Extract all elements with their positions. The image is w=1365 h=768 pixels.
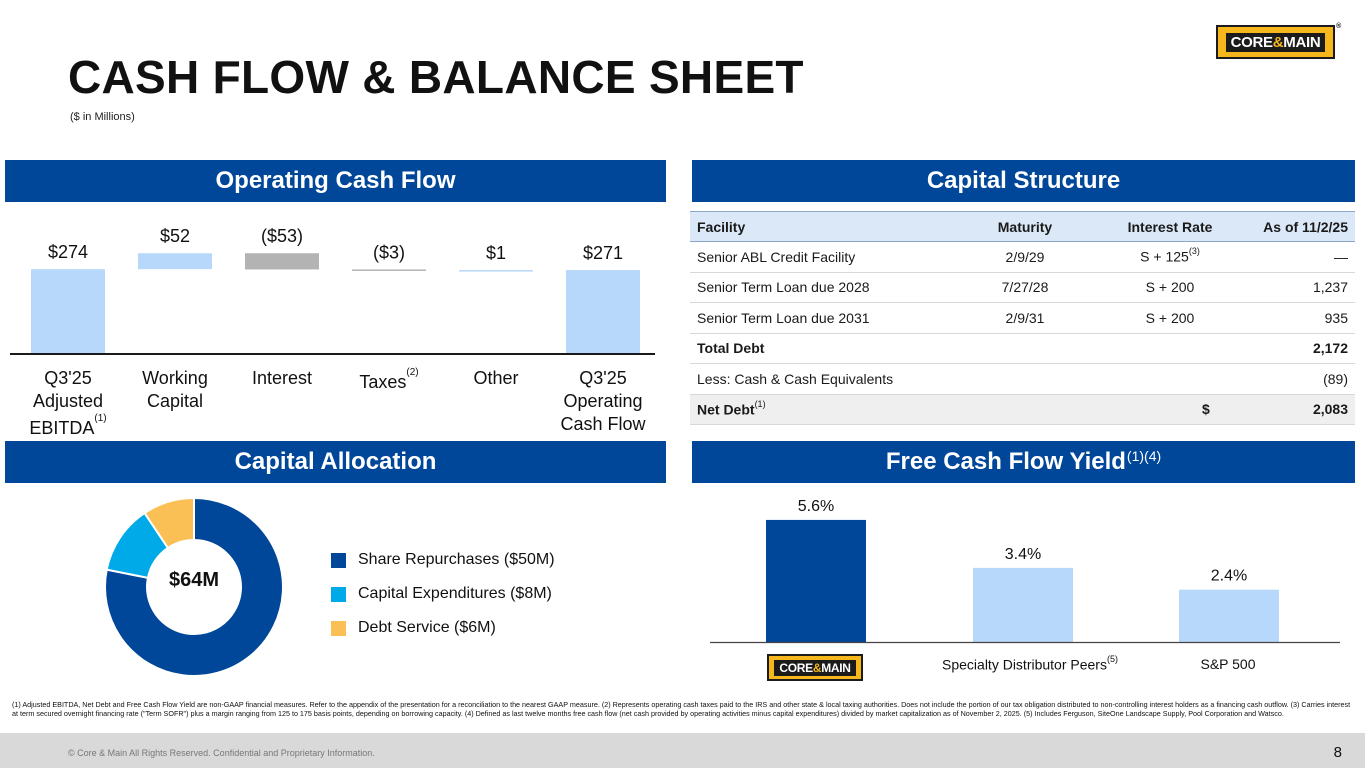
ocf-bar (31, 269, 105, 353)
ocf-value-label: ($3) (372, 242, 406, 263)
less-cash-label: Less: Cash & Cash Equivalents (690, 364, 1110, 395)
operating-cash-flow-banner: Operating Cash Flow (5, 160, 666, 202)
page-number: 8 (1333, 744, 1342, 761)
ocf-bar (352, 269, 426, 271)
ocf-value-label: $271 (582, 243, 624, 264)
ocf-value-label: $52 (159, 226, 191, 247)
less-cash-amount: (89) (1230, 364, 1355, 395)
legend-swatch (331, 553, 346, 568)
ocf-category-label: Taxes$^{(2)}$ (359, 367, 419, 392)
capital-structure-table (690, 211, 1355, 425)
facility-cell: Senior ABL Credit Facility (690, 242, 940, 273)
maturity-cell: 2/9/29 (940, 242, 1110, 273)
table-row (690, 303, 1355, 334)
ocf-category-label: Q3'25 Adjusted EBITDA$^{(1)}$ (29, 368, 107, 438)
fcf-category-label: Specialty Distributor Peers$^{(5)}$ (942, 654, 1118, 673)
maturity-cell: 7/27/28 (940, 272, 1110, 303)
operating-cash-flow-chart (0, 205, 670, 365)
ocf-bar (459, 270, 533, 272)
fcf-bar (973, 568, 1073, 642)
fcf-value-label: 3.4% (1004, 545, 1042, 563)
donut-total-label: $64M (168, 569, 220, 591)
capital-structure-banner: Capital Structure (692, 160, 1355, 202)
footer-bar (0, 733, 1365, 768)
capital-allocation-legend (331, 543, 555, 645)
col-header-interest-rate: Interest Rate (1110, 212, 1230, 242)
facility-cell: Senior Term Loan due 2031 (690, 303, 940, 334)
fcf-category-label: S&P 500 (1200, 656, 1256, 672)
fcf-value-label: 5.6% (797, 497, 835, 515)
ocf-value-label: ($53) (260, 226, 304, 247)
amount-cell: — (1230, 242, 1355, 273)
total-debt-label: Total Debt (690, 333, 940, 364)
less-cash-row (690, 364, 1355, 395)
legend-item: Capital Expenditures ($8M) (331, 577, 555, 611)
core-and-main-logo-category: CORE & MAIN (767, 654, 863, 681)
col-header-facility: Facility (690, 212, 940, 242)
amount-cell: 935 (1230, 303, 1355, 334)
amount-cell: 1,237 (1230, 272, 1355, 303)
total-debt-amount: 2,172 (1230, 333, 1355, 364)
ocf-bar (566, 270, 640, 353)
legend-item: Share Repurchases ($50M) (331, 543, 555, 577)
fcf-bar (1179, 590, 1279, 642)
ocf-category-label: Working Capital (142, 368, 208, 411)
net-debt-label: Net Debt$^{(1)}$ (690, 394, 940, 425)
fcf-bar (766, 520, 866, 642)
ocf-bar (138, 253, 212, 269)
copyright-text: © Core & Main All Rights Reserved. Confidential and Proprietary Information. (68, 748, 375, 758)
col-header-maturity: Maturity (940, 212, 1110, 242)
net-debt-amount: $ 2,083 (1110, 394, 1355, 425)
free-cash-flow-yield-chart (700, 495, 1350, 647)
page-title: CASH FLOW & BALANCE SHEET (68, 51, 804, 103)
rate-cell: $S + 125^{(3)}$ (1110, 242, 1230, 273)
ocf-category-label: Other (473, 368, 519, 388)
maturity-cell: 2/9/31 (940, 303, 1110, 334)
ocf-value-label: $274 (47, 242, 89, 263)
ocf-bar (245, 253, 319, 269)
rate-cell: S + 200 (1110, 272, 1230, 303)
legend-swatch (331, 621, 346, 636)
fcf-value-label: 2.4% (1210, 567, 1248, 585)
total-debt-row (690, 333, 1355, 364)
ocf-value-label: $1 (485, 243, 507, 264)
capital-allocation-banner: Capital Allocation (5, 441, 666, 483)
table-header-row (690, 212, 1355, 242)
free-cash-flow-yield-banner: Free Cash Flow Yield $^{(1)(4)}$ (692, 441, 1355, 483)
facility-cell: Senior Term Loan due 2028 (690, 272, 940, 303)
units-note: ($ in Millions) (70, 111, 135, 123)
table-row (690, 242, 1355, 273)
core-and-main-logo: CORE & MAIN ® (1216, 25, 1335, 59)
footnotes: (1) Adjusted EBITDA, Net Debt and Free Cash Flow Yield are non-GAAP financial measures. Refer to the appendix of the presentation for a reconciliation to the nearest GAAP measure. (2) Represents operating cash taxes paid to the IRS and other state & local taxing authorities. Does not include the portion of our tax obligation distributed to non-controlling interest holders as a financing cash outflow. (3) Carries interest at term secured overnight financing rate ("Term SOFR") plus a margin ranging from 125 to 175 basis points, depending on borrowing capacity. (4) Defined as last twelve months free cash flow (net cash provided by operating activities minus capital expenditures) divided by market capitalization as of November 2, 2025. (5) Includes Ferguson, SiteOne Landscape Supply, Pool Corporation and Watsco. (12, 700, 1351, 719)
net-debt-row (690, 394, 1355, 425)
col-header-amount: As of 11/2/25 (1230, 212, 1355, 242)
rate-cell: S + 200 (1110, 303, 1230, 334)
ocf-category-label: Q3'25 Operating Cash Flow (560, 368, 646, 434)
legend-item: Debt Service ($6M) (331, 611, 555, 645)
ocf-category-label: Interest (251, 368, 313, 388)
table-row (690, 272, 1355, 303)
legend-swatch (331, 587, 346, 602)
